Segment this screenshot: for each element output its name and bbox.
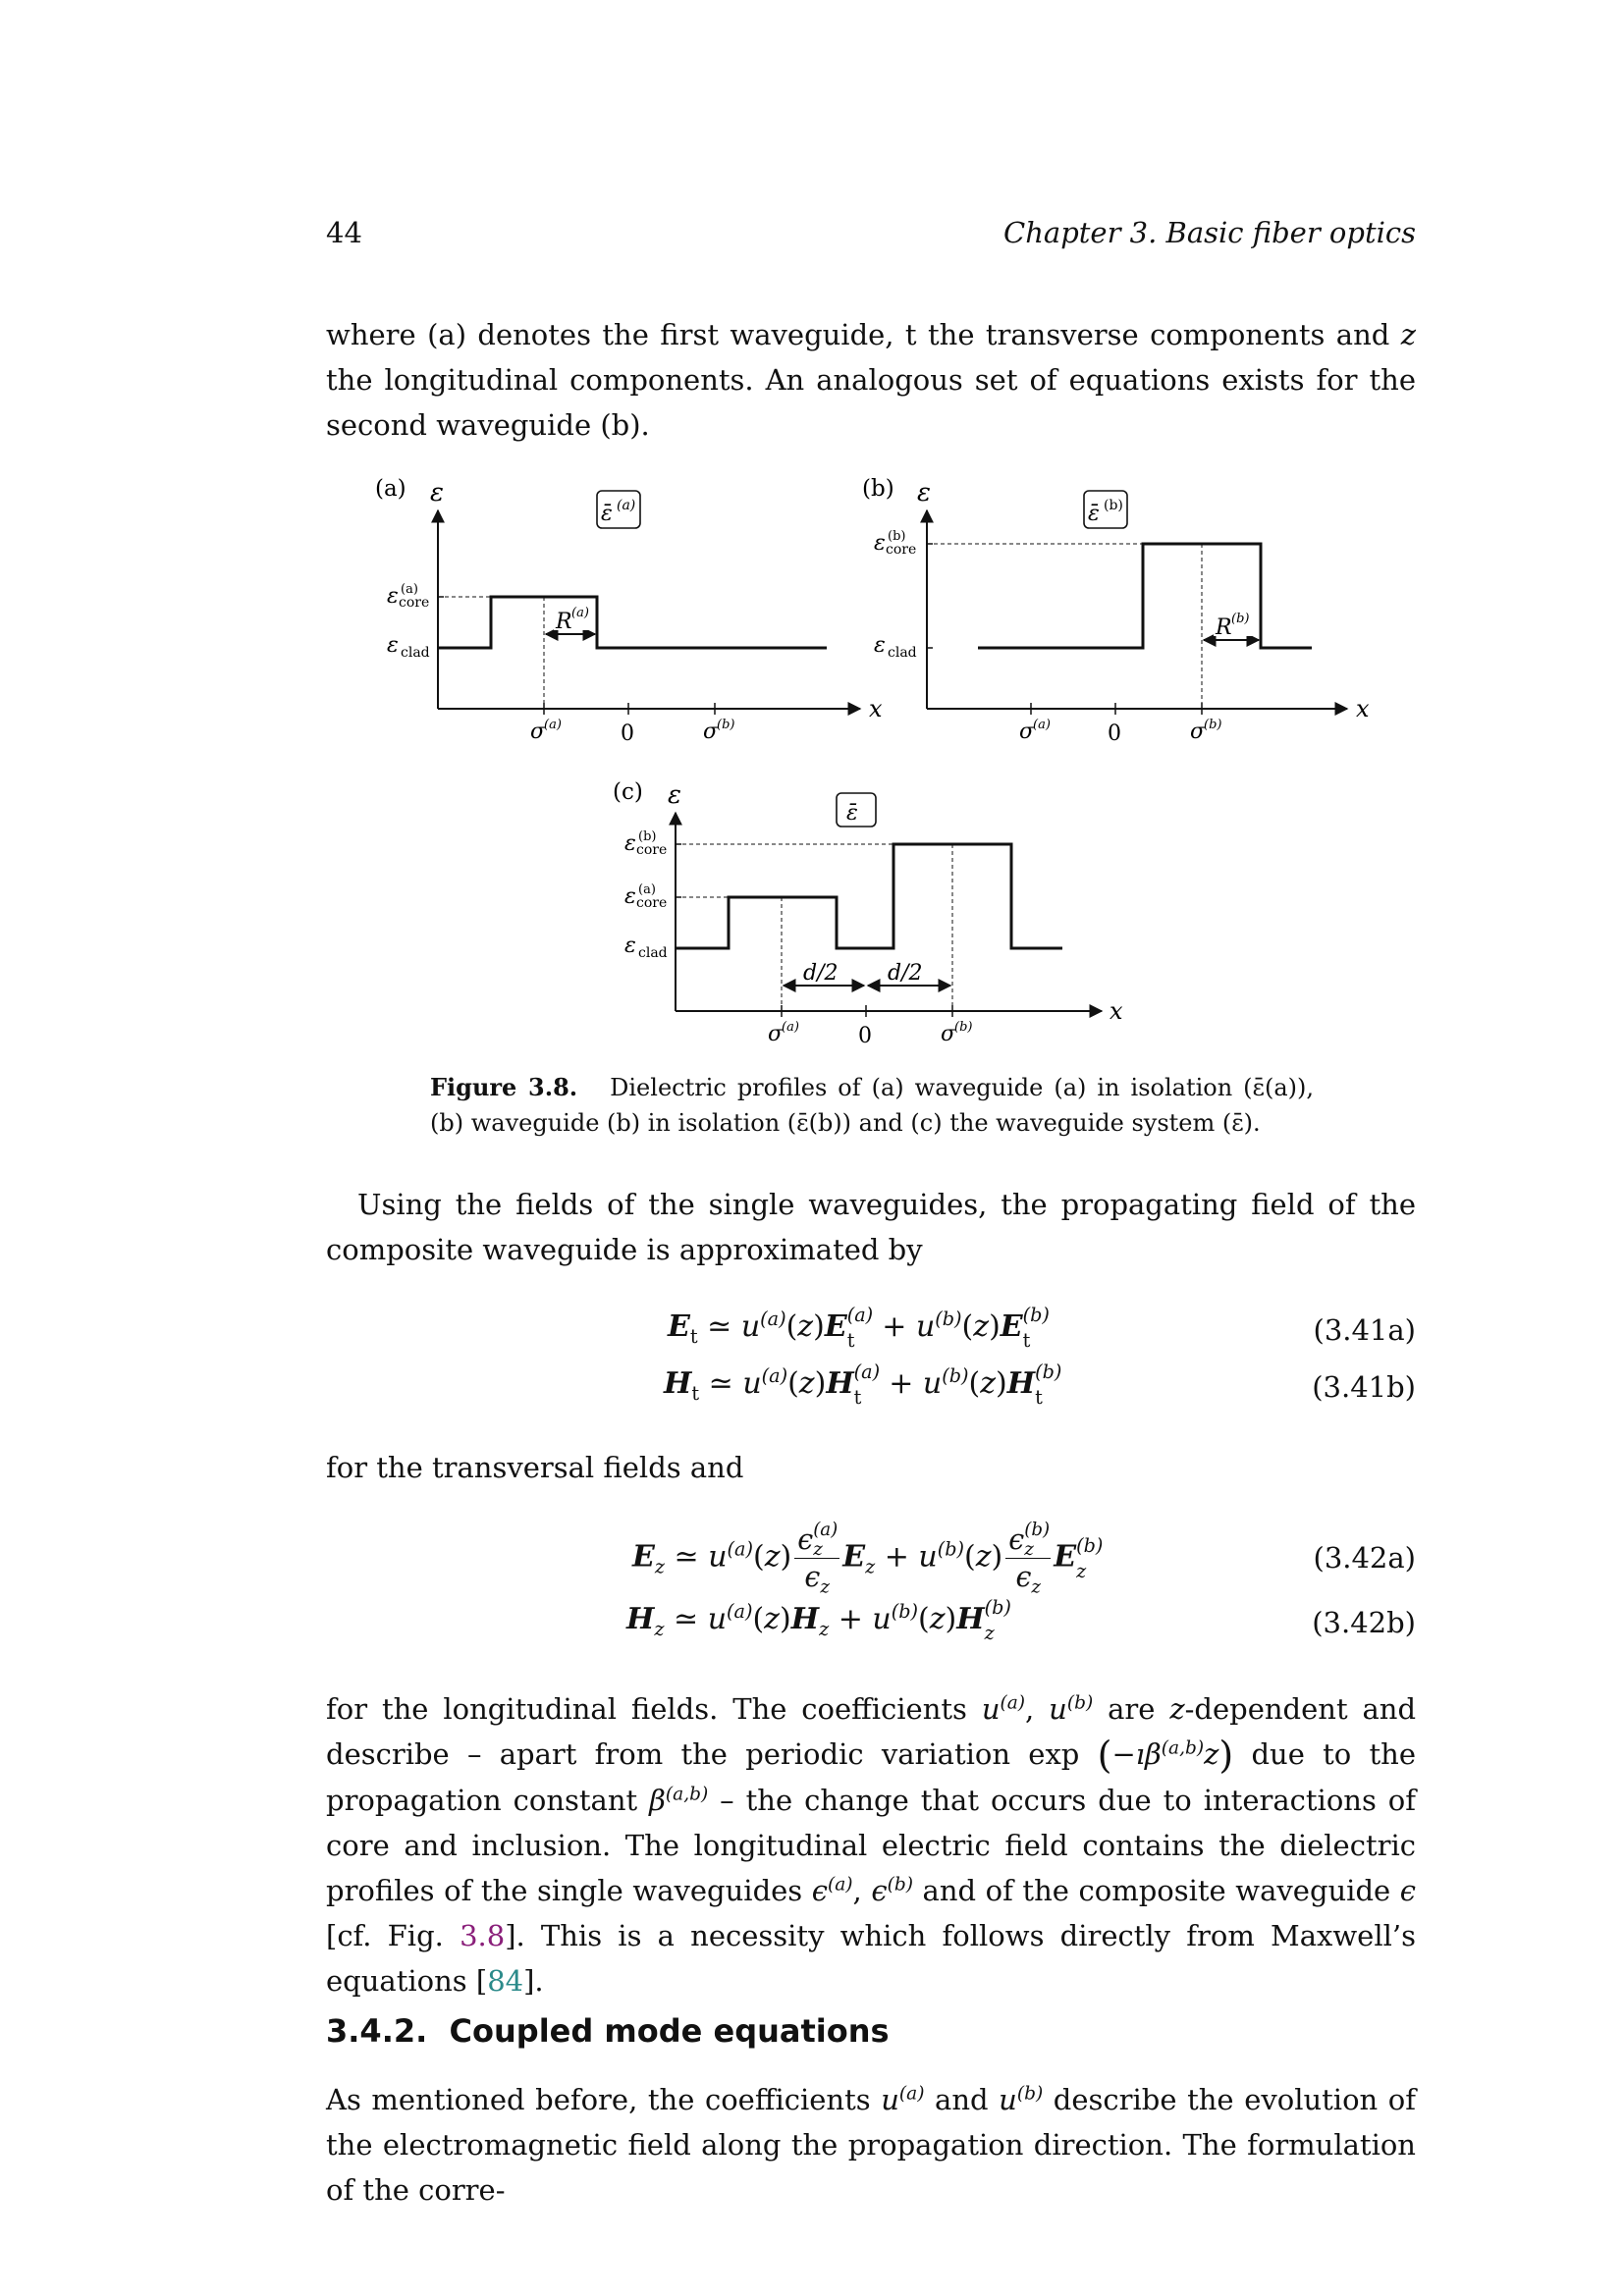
panel-a-axis-x: x xyxy=(869,695,883,722)
panel-c-eps-clad: ε xyxy=(624,934,636,958)
panel-b-radius: R xyxy=(1216,615,1232,640)
panel-c xyxy=(613,779,1123,1048)
panel-c-eps-core-b-sub: core xyxy=(636,842,668,858)
panel-c-half-d-label-left: d/2 xyxy=(803,961,839,986)
panel-a-radius-sup: (a) xyxy=(571,606,589,620)
page-number: 44 xyxy=(326,216,362,249)
panel-a-tick-sup-b: (b) xyxy=(717,718,735,732)
panel-b-tag: (b) xyxy=(862,476,894,502)
panel-c-tick-sigma-b: σ xyxy=(941,1022,956,1046)
panel-b-eps-clad-sub: clad xyxy=(888,645,917,661)
panel-a-box-eps: ε̄ xyxy=(601,502,613,526)
panel-c-tick-sup-b: (b) xyxy=(954,1020,973,1035)
panel-a-tick-sigma-b: σ xyxy=(703,720,719,744)
panel-b-eps-clad: ε xyxy=(874,633,886,658)
paragraph-coupled-modes: As mentioned before, the coefficients $u^{(a)}$ and $u^{(b)}$ describe the evolution of the electromagnetic field along the propagation direction. The formulation of the corre- xyxy=(326,2083,1416,2207)
panel-c-axis-y: ε xyxy=(668,780,681,810)
paragraph-transversal: for the transversal fields and xyxy=(326,1451,744,1484)
panel-b-profile xyxy=(978,544,1312,648)
panel-a-box-sup: (a) xyxy=(617,498,636,513)
panel-a xyxy=(375,476,883,746)
section-heading: 3.4.2. Coupled mode equations xyxy=(326,2012,890,2050)
panel-a-eps-core: ε xyxy=(387,584,399,609)
panel-a-tick-sup-a: (a) xyxy=(544,718,562,732)
panel-b-eps-core-sub: core xyxy=(886,542,917,558)
equation-3-42b: $H_z$ ≃ $u^{(a)}(z)H_z + u^{(b)}(z)H$ (b) z (3.42b) xyxy=(626,1596,1416,1644)
figure-caption xyxy=(430,1070,1314,1141)
paragraph-fields: Using the fields of the single waveguides, the propagating field of the composite waveguide is approximated by xyxy=(326,1188,1416,1266)
panel-a-eps-core-sub: core xyxy=(399,595,430,611)
panel-c-tick-zero: 0 xyxy=(858,1024,872,1048)
panel-c-eps-core-b: ε xyxy=(624,831,636,856)
panel-c-eps-clad-sub: clad xyxy=(638,945,668,961)
panel-c-tick-sup-a: (a) xyxy=(782,1020,799,1035)
panel-c-eps-core-b-sup: (b) xyxy=(638,829,657,844)
panel-c-half-d-label-right: d/2 xyxy=(888,961,923,986)
paragraph-longitudinal: for the longitudinal fields. The coefficients $u^{(a)}$, $u^{(b)}$ are z-dependent and describe – apart from the periodic variation exp (−ıβ$^{(a,b)}$z) due to the propagation constant $\beta^{(a,b)}$ – the change that occurs due to interactions of core and inclusion. The longitudinal electric field contains the dielectric profiles of the single waveguides $\epsilon^{(a)}$, $\epsilon^{(b)}$ and of the composite waveguide ϵ [cf. Fig. 3.8]. This is a necessity which follows directly from Maxwell’s equations [84]. xyxy=(326,1692,1417,1998)
panel-a-radius: R xyxy=(556,610,572,634)
panel-b-tick-zero: 0 xyxy=(1108,721,1121,746)
panel-a-tick-zero: 0 xyxy=(621,721,634,746)
panel-c-axis-x: x xyxy=(1110,997,1123,1025)
figure-caption-text: Dielectric profiles of (a) waveguide (a) in isolation (ε̄(a)), (b) waveguide (b) in isolation (ε̄(b)) and (c) the waveguide system (ε̄). xyxy=(430,1074,1314,1137)
panel-b xyxy=(862,476,1370,746)
citation-link[interactable]: 84 xyxy=(487,1964,524,1998)
panel-c-eps-core-a: ε xyxy=(624,884,636,909)
equation-number-3-41a: (3.41a) xyxy=(1313,1313,1416,1347)
panel-b-tick-sigma-b: σ xyxy=(1190,720,1206,744)
panel-a-tag: (a) xyxy=(375,476,406,502)
equation-3-41b: $H_t$ ≃ $u^{(a)}(z)H$ (a) t + $u^{(b)}(z)H$ (b) t (3.41b) xyxy=(664,1361,1416,1409)
running-title: Chapter 3. Basic fiber optics xyxy=(1003,216,1416,249)
intro-paragraph: where (a) denotes the first waveguide, t the transverse components and z the longitudinal components. An analogous set of equations exists for the second waveguide (b). xyxy=(326,318,1416,442)
equation-number-3-42a: (3.42a) xyxy=(1313,1541,1416,1575)
panel-b-tick-sup-b: (b) xyxy=(1204,718,1222,732)
panel-c-eps-core-a-sup: (a) xyxy=(638,882,656,897)
panel-b-box-eps: ε̄ xyxy=(1088,502,1100,526)
panel-c-tick-sigma-a: σ xyxy=(768,1022,784,1046)
panel-a-eps-clad: ε xyxy=(387,633,399,658)
panel-b-radius-sup: (b) xyxy=(1231,612,1250,626)
equation-number-3-41b: (3.41b) xyxy=(1312,1370,1416,1404)
panel-a-eps-clad-sub: clad xyxy=(401,645,430,661)
panel-a-axis-y: ε xyxy=(430,478,444,507)
panel-b-axis-y: ε xyxy=(917,478,931,507)
panel-c-box-eps: ε̄ xyxy=(846,801,858,826)
panel-a-profile xyxy=(438,597,827,648)
panel-c-eps-core-a-sub: core xyxy=(636,895,668,911)
panel-b-eps-core-sup: (b) xyxy=(888,529,906,544)
equation-3-41a: $E_t$ ≃ $u^{(a)}(z)E$ (a) t + $u^{(b)}(z)E$ (b) t (3.41a) xyxy=(668,1304,1416,1352)
equation-3-42a: $E_z$ ≃ $u^{(a)}(z)$ ϵ (a) z $\epsilon_z$ $E_z + u^{(b)}(z)$ ϵ (b) z $\epsilon_z$ E (b) z (3.42a) xyxy=(632,1519,1416,1598)
panel-c-profile xyxy=(676,844,1062,948)
panel-c-tag: (c) xyxy=(613,779,643,805)
panel-b-eps-core: ε xyxy=(874,531,886,556)
equation-number-3-42b: (3.42b) xyxy=(1312,1606,1416,1639)
panel-b-axis-x: x xyxy=(1356,695,1370,722)
panel-a-tick-sigma-a: σ xyxy=(530,720,546,744)
figure-caption-label: Figure 3.8. xyxy=(430,1073,578,1101)
panel-b-tick-sigma-a: σ xyxy=(1019,720,1035,744)
figure-reference-link[interactable]: 3.8 xyxy=(460,1919,506,1952)
panel-b-box-sup: (b) xyxy=(1104,498,1123,513)
panel-a-eps-core-sup: (a) xyxy=(401,582,418,597)
panel-b-tick-sup-a: (a) xyxy=(1033,718,1051,732)
